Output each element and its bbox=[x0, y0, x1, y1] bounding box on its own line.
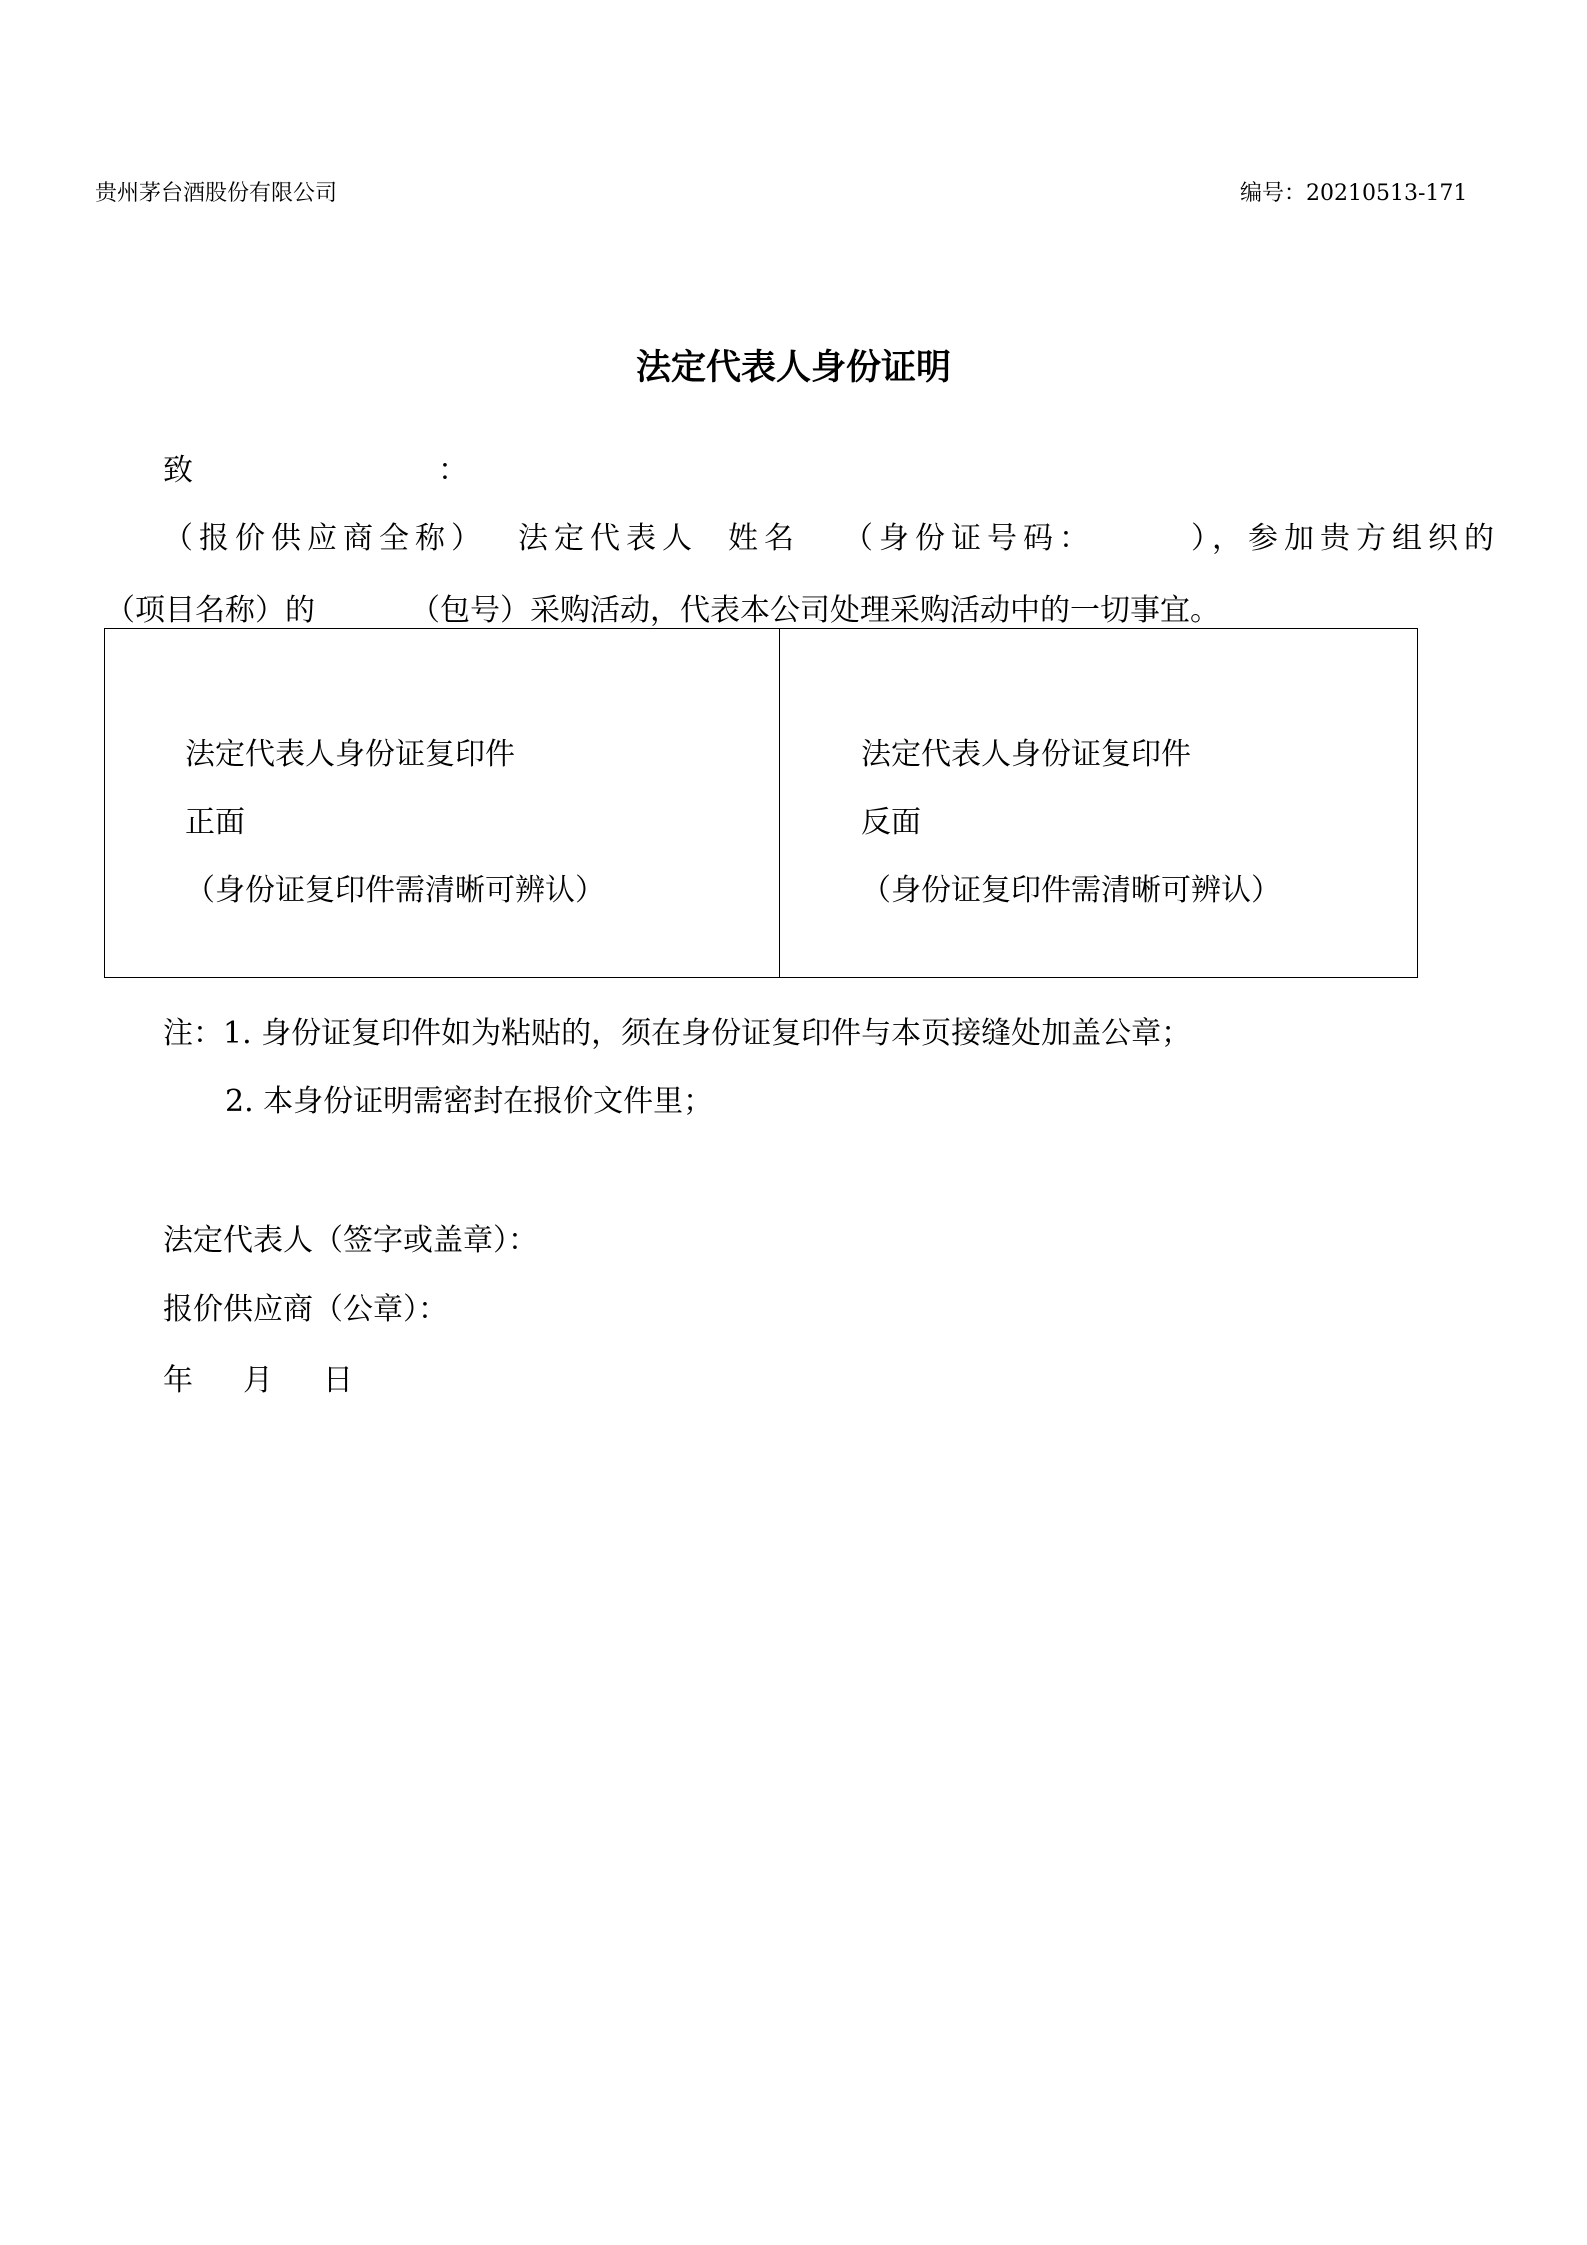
package-label: （包号）采购活动，代表本公司处理采购活动中的一切事宜。 bbox=[410, 593, 1220, 628]
salutation-colon: ： bbox=[438, 453, 468, 488]
note-2: 2. 本身份证明需密封在报价文件里； bbox=[225, 1084, 714, 1119]
note-1: 注：1. 身份证复印件如为粘贴的，须在身份证复印件与本页接缝处加盖公章； bbox=[163, 1016, 1192, 1051]
year-label: 年 bbox=[163, 1363, 193, 1398]
company-name: 贵州茅台酒股份有限公司 bbox=[95, 181, 338, 206]
id-number-label: （身份证号码： bbox=[843, 521, 1095, 556]
rep-signature-line: 法定代表人（签字或盖章）： bbox=[163, 1223, 538, 1258]
salutation-line bbox=[163, 445, 468, 489]
back-title: 法定代表人身份证复印件 bbox=[861, 737, 1191, 772]
back-note: （身份证复印件需清晰可辨认） bbox=[861, 873, 1281, 908]
document-title: 法定代表人身份证明 bbox=[635, 347, 951, 388]
project-placeholder: （项目名称）的 bbox=[105, 593, 315, 628]
back-side: 反面 bbox=[861, 805, 921, 840]
document-number: 编号：20210513-171 bbox=[1240, 181, 1468, 206]
name-label: 姓名 bbox=[728, 521, 800, 556]
day-label: 日 bbox=[323, 1363, 353, 1398]
front-title: 法定代表人身份证复印件 bbox=[185, 737, 515, 772]
id-number-close: ），参加贵方组织的 bbox=[1191, 521, 1500, 556]
supplier-placeholder: （报价供应商全称） bbox=[163, 521, 487, 556]
month-label: 月 bbox=[243, 1363, 273, 1398]
supplier-seal-line: 报价供应商（公章）： bbox=[163, 1292, 448, 1327]
rep-label: 法定代表人 bbox=[518, 521, 698, 556]
table-divider bbox=[779, 629, 780, 977]
front-side: 正面 bbox=[185, 805, 245, 840]
salutation-to: 致 bbox=[163, 453, 193, 488]
id-copy-table bbox=[104, 628, 1418, 978]
front-note: （身份证复印件需清晰可辨认） bbox=[185, 873, 605, 908]
